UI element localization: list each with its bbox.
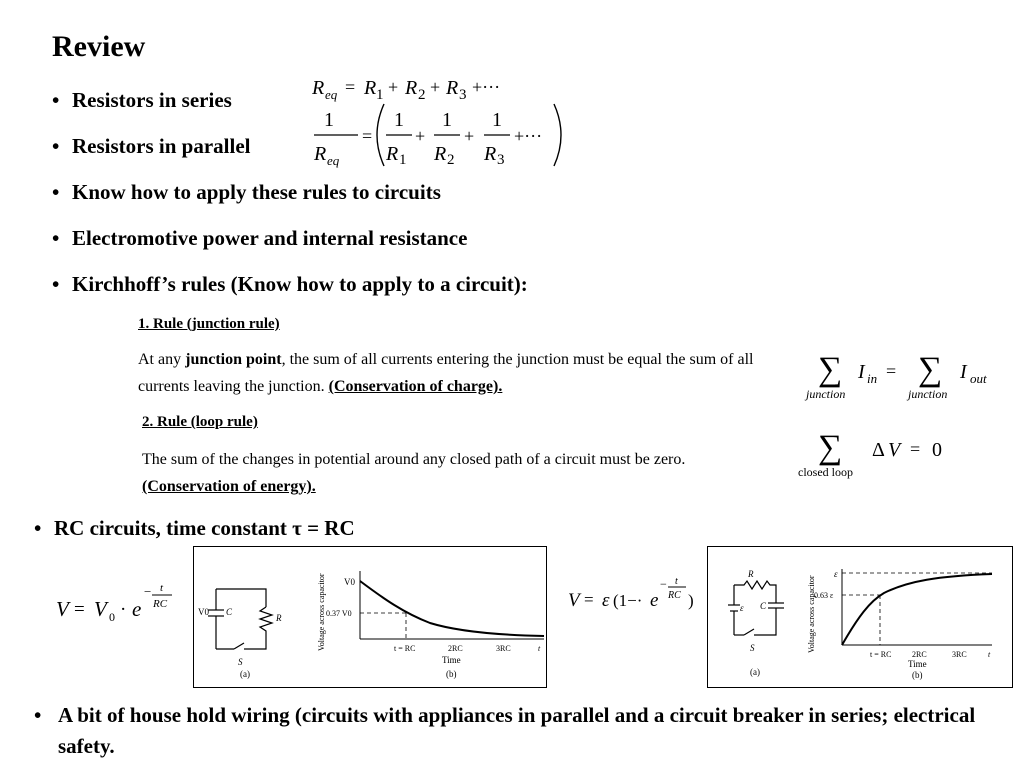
svg-text:∑: ∑: [918, 351, 943, 388]
page-title: Review: [52, 30, 146, 63]
junction-sub-right: junction: [908, 387, 948, 401]
discharge-figure: [193, 546, 547, 688]
svg-text:I: I: [960, 361, 967, 383]
bullet-parallel-text: Resistors in parallel: [72, 134, 251, 158]
svg-text:=: =: [910, 439, 921, 459]
charging-curve: [842, 574, 992, 645]
svg-text:+: +: [430, 77, 441, 97]
svg-text:1: 1: [442, 109, 452, 131]
svg-text:I: I: [858, 361, 865, 383]
svg-text:2: 2: [418, 87, 426, 102]
svg-text:RC: RC: [668, 590, 681, 601]
charging-label-s: S: [750, 643, 755, 653]
rule2-text: [142, 446, 732, 500]
svg-text:3: 3: [459, 87, 467, 102]
charging-ymark-emf: ε: [834, 569, 838, 579]
svg-text:ε: ε: [602, 590, 610, 611]
svg-text:+···: +···: [472, 77, 501, 97]
discharge-y-label: Voltage across capacitor: [317, 573, 326, 651]
svg-text:Δ: Δ: [872, 439, 885, 461]
svg-text:=: =: [584, 590, 594, 609]
svg-text:2: 2: [447, 152, 455, 168]
bullet-apply-text: Know how to apply these rules to circuits: [72, 180, 441, 204]
svg-text:R: R: [446, 77, 459, 99]
charging-caption-a: (a): [750, 667, 760, 677]
bullet-rc: • RC circuits, time constant τ = RC: [34, 516, 355, 540]
series-resistance-formula: [312, 72, 522, 102]
svg-text:+: +: [464, 126, 475, 146]
svg-text:t: t: [675, 576, 678, 587]
discharge-formula: [56, 578, 186, 628]
discharge-figure-svg: [194, 547, 546, 687]
svg-text:e: e: [650, 590, 659, 611]
svg-text:+: +: [388, 77, 399, 97]
bullet-kirchhoff-text: Kirchhoff’s rules (Know how to apply to a circuit):: [72, 272, 528, 296]
svg-text:∑: ∑: [818, 351, 843, 388]
junction-rule-formula: [800, 350, 1000, 404]
discharge-curve: [360, 581, 544, 636]
bullet-parallel: • Resistors in parallel: [52, 134, 251, 158]
svg-text:e: e: [132, 597, 142, 621]
svg-text:1: 1: [394, 109, 404, 131]
discharge-circuit: [208, 589, 272, 649]
svg-text:RC: RC: [153, 598, 168, 610]
discharge-ymark-v0: V0: [344, 577, 355, 587]
svg-text:V: V: [888, 439, 901, 461]
rule2-text-body: The sum of the changes in potential around any closed path of a circuit must be zero.: [142, 451, 686, 468]
bullet-series: • Resistors in series: [52, 88, 232, 112]
svg-text:−: −: [144, 584, 152, 599]
charging-x-label: Time: [908, 659, 927, 669]
rule1-text-b: , the sum of all currents entering the junction must be equal the sum of all currents leaving the junction.: [138, 351, 754, 395]
svg-text:V: V: [94, 597, 107, 621]
bullet-kirchhoff: • Kirchhoff’s rules (Know how to apply to a circuit):: [52, 272, 528, 296]
svg-text:=: =: [74, 599, 85, 620]
charging-label-c: C: [760, 601, 767, 611]
rule1-conservation: (Conservation of charge).: [328, 378, 503, 395]
discharge-label-s: S: [238, 657, 243, 667]
svg-text:+···: +···: [514, 126, 543, 146]
discharge-tick-3rc: 3RC: [496, 644, 511, 653]
svg-text:1: 1: [492, 109, 502, 131]
closed-loop-sub: closed loop: [798, 465, 853, 479]
svg-text:V: V: [56, 597, 69, 621]
rule1-text: [138, 346, 778, 400]
charging-tick-3rc: 3RC: [952, 650, 967, 659]
charging-formula: [568, 574, 708, 624]
discharge-x-label: Time: [442, 655, 461, 665]
junction-sub-left: junction: [806, 387, 846, 401]
charging-label-r: R: [748, 569, 754, 579]
svg-text:+: +: [415, 126, 426, 146]
bullet-apply: • Know how to apply these rules to circuits: [52, 180, 441, 204]
svg-text:∑: ∑: [818, 429, 843, 466]
discharge-ymark-037: 0.37 V0: [326, 609, 352, 618]
bullet-rc-text: RC circuits, time constant τ = RC: [54, 516, 355, 540]
charging-y-label: Voltage across capacitor: [807, 575, 816, 653]
svg-text:R: R: [312, 77, 325, 99]
charging-ymark-063: 0.63 ε: [814, 591, 834, 600]
svg-text:out: out: [970, 371, 987, 386]
discharge-label-r: R: [276, 613, 282, 623]
svg-text:eq: eq: [325, 87, 338, 102]
charging-circuit: [728, 581, 784, 635]
bullet-emf-text: Electromotive power and internal resistance: [72, 226, 468, 250]
parallel-resistance-formula: [312, 100, 572, 172]
svg-text:R: R: [484, 143, 497, 165]
charging-figure: [707, 546, 1013, 688]
svg-text:R: R: [386, 143, 399, 165]
svg-text:=: =: [362, 126, 373, 146]
bullet-wiring-text: A bit of house hold wiring (circuits with appliances in parallel and a circuit breaker in series; electrical safety.: [58, 703, 976, 758]
svg-text:V: V: [568, 590, 580, 611]
bullet-wiring: • A bit of house hold wiring (circuits with appliances in parallel and a circuit breaker in series; electrical safety.: [34, 700, 1014, 762]
svg-text:=: =: [886, 361, 897, 381]
discharge-graph: [317, 571, 544, 679]
svg-text:0: 0: [932, 439, 942, 461]
rule1-text-a: At any: [138, 351, 186, 368]
charging-tick-t: t: [988, 650, 991, 659]
charging-tick-2rc: 2RC: [912, 650, 927, 659]
svg-text:R: R: [314, 143, 327, 165]
rule2-conservation: (Conservation of energy).: [142, 478, 316, 495]
svg-text:−: −: [660, 577, 667, 591]
svg-text:·: ·: [120, 599, 127, 620]
svg-text:eq: eq: [327, 153, 340, 168]
discharge-caption-b: (b): [446, 669, 457, 679]
loop-rule-formula: [796, 428, 966, 482]
charging-tick-rc: t = RC: [870, 650, 892, 659]
charging-figure-svg: [708, 547, 1012, 687]
discharge-tick-t: t: [538, 644, 541, 653]
discharge-tick-2rc: 2RC: [448, 644, 463, 653]
svg-text:3: 3: [497, 152, 505, 168]
bullet-series-text: Resistors in series: [72, 88, 232, 112]
charging-graph: [807, 569, 992, 680]
svg-text:=: =: [345, 77, 356, 97]
discharge-label-c: C: [226, 607, 233, 617]
charging-caption-b: (b): [912, 670, 923, 680]
svg-text:R: R: [405, 77, 418, 99]
svg-text:): ): [688, 591, 694, 610]
svg-text:in: in: [867, 371, 878, 386]
svg-text:R: R: [364, 77, 377, 99]
discharge-tick-rc: t = RC: [394, 644, 416, 653]
svg-text:(1−·: (1−·: [613, 591, 643, 610]
svg-text:R: R: [434, 143, 447, 165]
charging-label-emf: ε: [740, 603, 744, 613]
svg-text:1: 1: [376, 87, 384, 102]
discharge-caption-a: (a): [240, 669, 250, 679]
rule1-junction-point: junction point: [185, 351, 282, 368]
bullet-emf: • Electromotive power and internal resistance: [52, 226, 468, 250]
discharge-label-v0: V0: [198, 607, 209, 617]
svg-text:1: 1: [324, 109, 334, 131]
rule1-heading: 1. Rule (junction rule): [138, 316, 280, 332]
svg-text:t: t: [160, 582, 164, 594]
svg-text:1: 1: [399, 152, 407, 168]
svg-text:0: 0: [109, 610, 115, 624]
rule2-heading: 2. Rule (loop rule): [142, 414, 258, 430]
